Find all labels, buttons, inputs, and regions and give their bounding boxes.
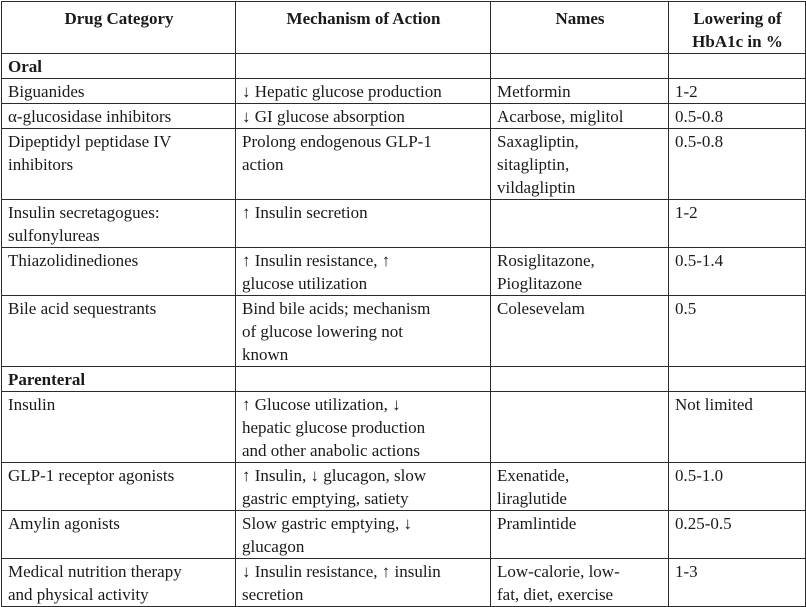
cell-names <box>491 129 669 200</box>
section-title-text: Oral <box>8 57 42 76</box>
cell-category <box>2 248 236 296</box>
cell-category-text: Insulin <box>8 395 56 414</box>
cell-mechanism <box>236 248 491 296</box>
cell-category-text: Bile acid sequestrants <box>8 299 157 318</box>
cell-mechanism <box>236 200 491 248</box>
cell-lowering <box>669 79 806 104</box>
cell-lowering <box>669 200 806 248</box>
cell-category-text: Biguanides <box>8 82 85 101</box>
cell-mechanism <box>236 129 491 200</box>
cell-lowering-text: 0.5 <box>675 299 697 318</box>
cell-mechanism <box>236 463 491 511</box>
cell-category-text: Thiazolidinediones <box>8 251 139 270</box>
cell-category-text: Medical nutrition therapy and physical activity <box>8 562 182 604</box>
cell-names <box>491 104 669 129</box>
table-row <box>2 200 806 248</box>
header-row <box>2 2 806 54</box>
cell-category-text: Amylin agonists <box>8 514 120 533</box>
section-empty-cell <box>236 54 491 79</box>
cell-mechanism <box>236 559 491 607</box>
cell-mechanism <box>236 392 491 463</box>
cell-lowering <box>669 559 806 607</box>
cell-lowering-text: 0.5-1.4 <box>675 251 724 270</box>
cell-category <box>2 463 236 511</box>
cell-mechanism-text: ↑ Insulin secretion <box>242 203 368 222</box>
section-empty-cell <box>491 54 669 79</box>
cell-lowering <box>669 511 806 559</box>
cell-names <box>491 559 669 607</box>
table-row <box>2 79 806 104</box>
cell-category <box>2 200 236 248</box>
cell-mechanism-text: ↑ Insulin, ↓ glucagon, slow gastric emptying, satiety <box>242 466 427 508</box>
cell-mechanism-text: ↑ Insulin resistance, ↑ glucose utilization <box>242 251 391 293</box>
cell-category <box>2 296 236 367</box>
cell-names <box>491 511 669 559</box>
cell-lowering-text: 1-3 <box>675 562 698 581</box>
header-mechanism: Mechanism of Action <box>236 2 491 54</box>
section-empty-cell <box>491 367 669 392</box>
cell-mechanism-text: ↓ Hepatic glucose production <box>242 82 442 101</box>
cell-lowering <box>669 104 806 129</box>
cell-names <box>491 248 669 296</box>
cell-category <box>2 511 236 559</box>
cell-names-text: Pramlintide <box>497 514 577 533</box>
table-row <box>2 129 806 200</box>
cell-names-text: Saxagliptin, sitagliptin, vildagliptin <box>497 132 579 197</box>
cell-category <box>2 392 236 463</box>
cell-mechanism-text: ↑ Glucose utilization, ↓ hepatic glucose production and other anabolic actions <box>242 395 426 460</box>
cell-names <box>491 392 669 463</box>
cell-lowering <box>669 463 806 511</box>
table-row <box>2 296 806 367</box>
cell-mechanism-text: ↓ Insulin resistance, ↑ insulin secretion <box>242 562 441 604</box>
cell-category-text: Insulin secretagogues: sulfonylureas <box>8 203 160 245</box>
cell-mechanism <box>236 79 491 104</box>
cell-mechanism-text: ↓ GI glucose absorption <box>242 107 405 126</box>
cell-names-text: Rosiglitazone, Pioglitazone <box>497 251 595 293</box>
cell-category <box>2 559 236 607</box>
diabetes-drug-table <box>1 1 806 607</box>
cell-names <box>491 296 669 367</box>
table-row <box>2 511 806 559</box>
section-row-parenteral <box>2 367 806 392</box>
cell-names-text: Exenatide, liraglutide <box>497 466 570 508</box>
section-title-text: Parenteral <box>8 370 86 389</box>
section-empty-cell <box>236 367 491 392</box>
cell-lowering <box>669 392 806 463</box>
cell-lowering-text: 0.5-0.8 <box>675 107 724 126</box>
table-row <box>2 392 806 463</box>
cell-category-text: α-glucosidase inhibitors <box>8 107 172 126</box>
table-body <box>2 54 806 607</box>
cell-mechanism <box>236 104 491 129</box>
cell-category <box>2 129 236 200</box>
header-drug-category: Drug Category <box>2 2 236 54</box>
cell-category <box>2 79 236 104</box>
cell-lowering-text: Not limited <box>675 395 753 414</box>
section-row-oral <box>2 54 806 79</box>
cell-mechanism <box>236 296 491 367</box>
table-row <box>2 559 806 607</box>
cell-names <box>491 200 669 248</box>
cell-mechanism <box>236 511 491 559</box>
cell-lowering-text: 0.5-1.0 <box>675 466 724 485</box>
cell-mechanism-text: Slow gastric emptying, ↓ glucagon <box>242 514 412 556</box>
cell-names-text: Colesevelam <box>497 299 585 318</box>
table-row <box>2 104 806 129</box>
cell-mechanism-text: Prolong endogenous GLP-1 action <box>242 132 432 174</box>
cell-lowering <box>669 296 806 367</box>
section-empty-cell <box>669 54 806 79</box>
cell-lowering-text: 1-2 <box>675 82 698 101</box>
header-names: Names <box>491 2 669 54</box>
cell-lowering-text: 0.5-0.8 <box>675 132 724 151</box>
header-hba1c-lowering: Lowering of HbA1c in % <box>669 2 806 54</box>
cell-category-text: Dipeptidyl peptidase IV inhibitors <box>8 132 172 174</box>
cell-category-text: GLP-1 receptor agonists <box>8 466 175 485</box>
section-empty-cell <box>669 367 806 392</box>
cell-names-text: Low-calorie, low- fat, diet, exercise <box>497 562 620 604</box>
table-row <box>2 463 806 511</box>
cell-names <box>491 79 669 104</box>
section-title <box>2 54 236 79</box>
cell-lowering <box>669 248 806 296</box>
cell-mechanism-text: Bind bile acids; mechanism of glucose lowering not known <box>242 299 431 364</box>
cell-lowering-text: 1-2 <box>675 203 698 222</box>
cell-names-text: Acarbose, miglitol <box>497 107 624 126</box>
cell-names <box>491 463 669 511</box>
cell-names-text: Metformin <box>497 82 571 101</box>
cell-category <box>2 104 236 129</box>
cell-lowering-text: 0.25-0.5 <box>675 514 732 533</box>
table-row <box>2 248 806 296</box>
section-title <box>2 367 236 392</box>
cell-lowering <box>669 129 806 200</box>
